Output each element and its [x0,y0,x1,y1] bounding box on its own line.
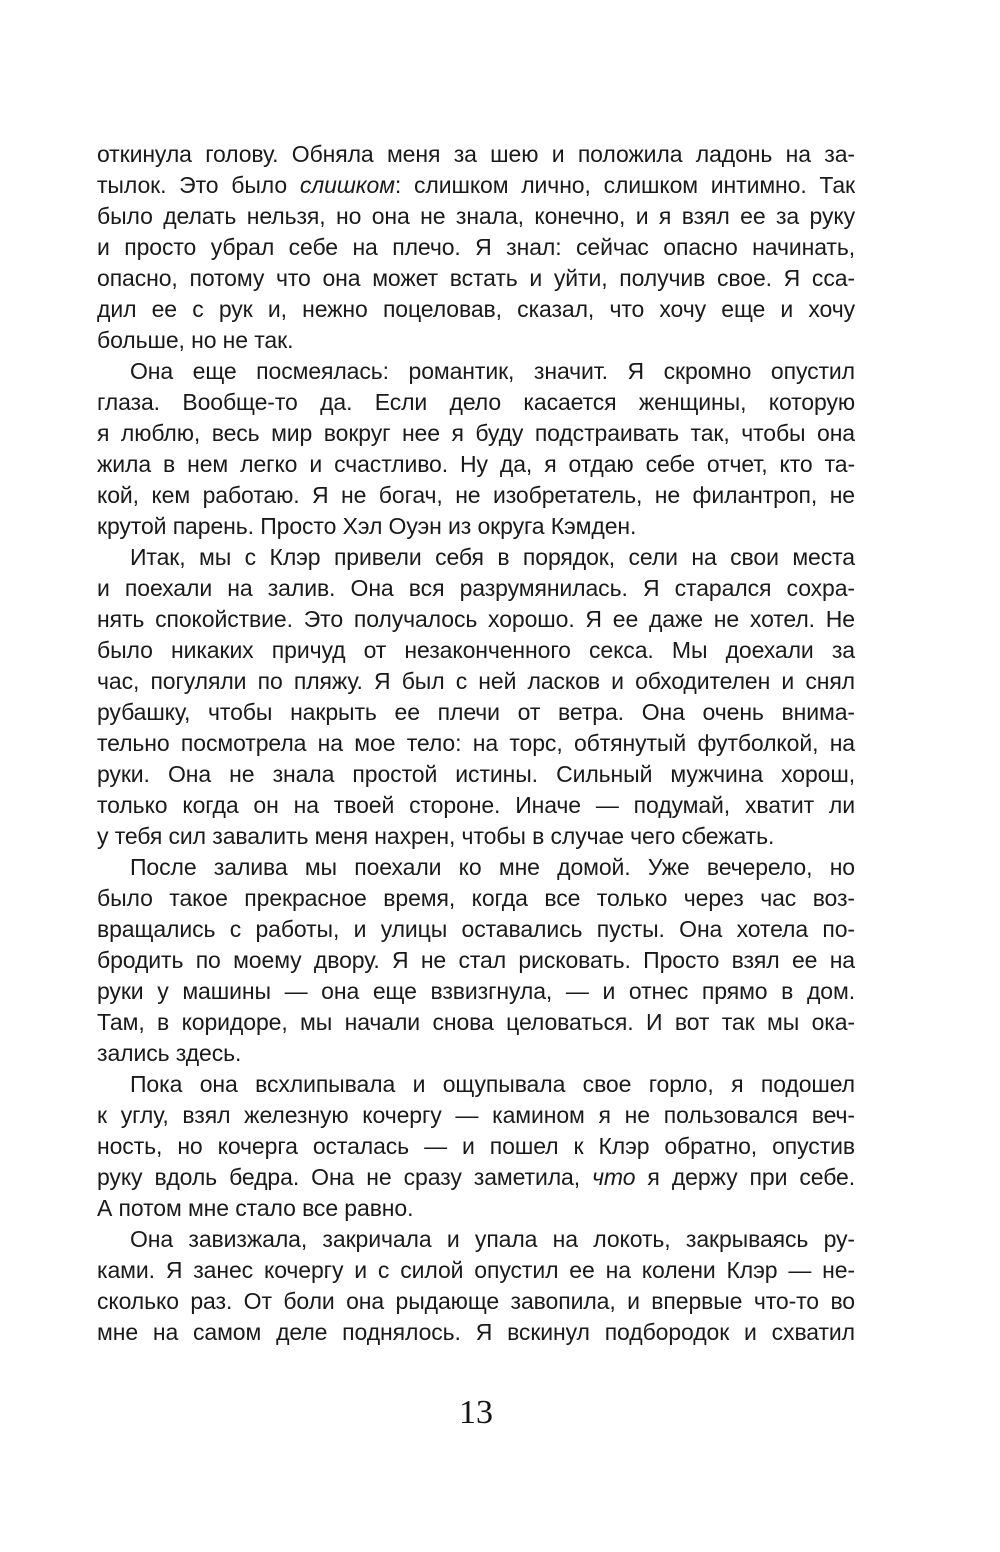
text-line: и поехали на залив. Она вся разрумянилась. Я старался сохра- [97,575,855,601]
text-line: сколько раз. От боли она рыдающе завопила, и впервые что-то во [97,1288,855,1314]
paragraph [97,1224,855,1348]
text-line: тылок. Это было слишком: слишком лично, слишком интимно. Так [97,172,855,198]
text-line: больше, но не так. [97,327,294,353]
text-line: вращались с работы, и улицы оставались пусты. Она хотела по- [97,916,855,942]
text-line: руку вдоль бедра. Она не сразу заметила, что я держу при себе. [97,1164,855,1190]
text-line: руки. Она не знала простой истины. Сильный мужчина хорош, [97,761,855,787]
text-line: к углу, взял железную кочергу — камином я не пользовался веч- [97,1102,855,1128]
paragraph [97,542,855,852]
text-line: было делать нельзя, но она не знала, конечно, и я взял ее за руку [97,203,855,229]
text-line: откинула голову. Обняла меня за шею и положила ладонь на за- [97,141,855,167]
paragraph [97,1069,855,1224]
text-line: дил ее с рук и, нежно поцеловав, сказал, что хочу еще и хочу [97,296,855,322]
text-line: После залива мы поехали ко мне домой. Уже вечерело, но [130,854,855,880]
text-line: бродить по моему двору. Я не стал рисковать. Просто взял ее на [97,947,855,973]
text-line: рубашку, чтобы накрыть ее плечи от ветра. Она очень внима- [97,699,855,725]
italic-text: слишком [299,172,395,198]
text-line: Пока она всхлипывала и ощупывала свое горло, я подошел [130,1071,855,1097]
text-line: А потом мне стало все равно. [97,1195,414,1221]
text-line: кой, кем работаю. Я не богач, не изобретатель, не филантроп, не [97,482,855,508]
text-line: нять спокойствие. Это получалось хорошо. Я ее даже не хотел. Не [97,606,855,632]
text-line: час, погуляли по пляжу. Я был с ней ласков и обходителен и снял [97,668,855,694]
text-line: глаза. Вообще-то да. Если дело касается женщины, которую [97,389,855,415]
text-line: жила в нем легко и счастливо. Ну да, я отдаю себе отчет, кто та- [97,451,855,477]
page-number: 13 [459,1394,493,1431]
text-line: и просто убрал себе на плечо. Я знал: сейчас опасно начинать, [97,234,855,260]
text-line: опасно, потому что она может встать и уйти, получив свое. Я сса- [97,265,855,291]
text-line: тельно посмотрела на мое тело: на торс, обтянутый футболкой, на [97,730,855,756]
text-line: только когда он на твоей стороне. Иначе — подумай, хватит ли [97,792,855,818]
paragraph [97,356,855,542]
text-line: я люблю, весь мир вокруг нее я буду подстраивать так, чтобы она [97,420,855,446]
text-line: Она еще посмеялась: романтик, значит. Я скромно опустил [130,358,855,384]
text-line: крутой парень. Просто Хэл Оуэн из округа Кэмден. [97,513,637,539]
text-line: Там, в коридоре, мы начали снова целоваться. И вот так мы ока- [97,1009,855,1035]
paragraph [97,852,855,1069]
text-line: было никаких причуд от незаконченного секса. Мы доехали за [97,637,855,663]
italic-text: что [592,1164,636,1190]
text-line: Итак, мы с Клэр привели себя в порядок, сели на свои места [130,544,855,570]
page-text [97,139,855,1348]
text-line: ками. Я занес кочергу и с силой опустил ее на колени Клэр — не- [97,1257,855,1283]
text-line: было такое прекрасное время, когда все только через час воз- [97,885,855,911]
text-line: Она завизжала, закричала и упала на локоть, закрываясь ру- [130,1226,855,1252]
text-line: руки у машины — она еще взвизгнула, — и отнес прямо в дом. [97,978,855,1004]
paragraph [97,139,855,356]
text-line: зались здесь. [97,1040,242,1066]
text-line: у тебя сил завалить меня нахрен, чтобы в случае чего сбежать. [97,823,775,849]
text-line: ность, но кочерга осталась — и пошел к Клэр обратно, опустив [97,1133,855,1159]
text-line: мне на самом деле поднялось. Я вскинул подбородок и схватил [97,1319,855,1345]
